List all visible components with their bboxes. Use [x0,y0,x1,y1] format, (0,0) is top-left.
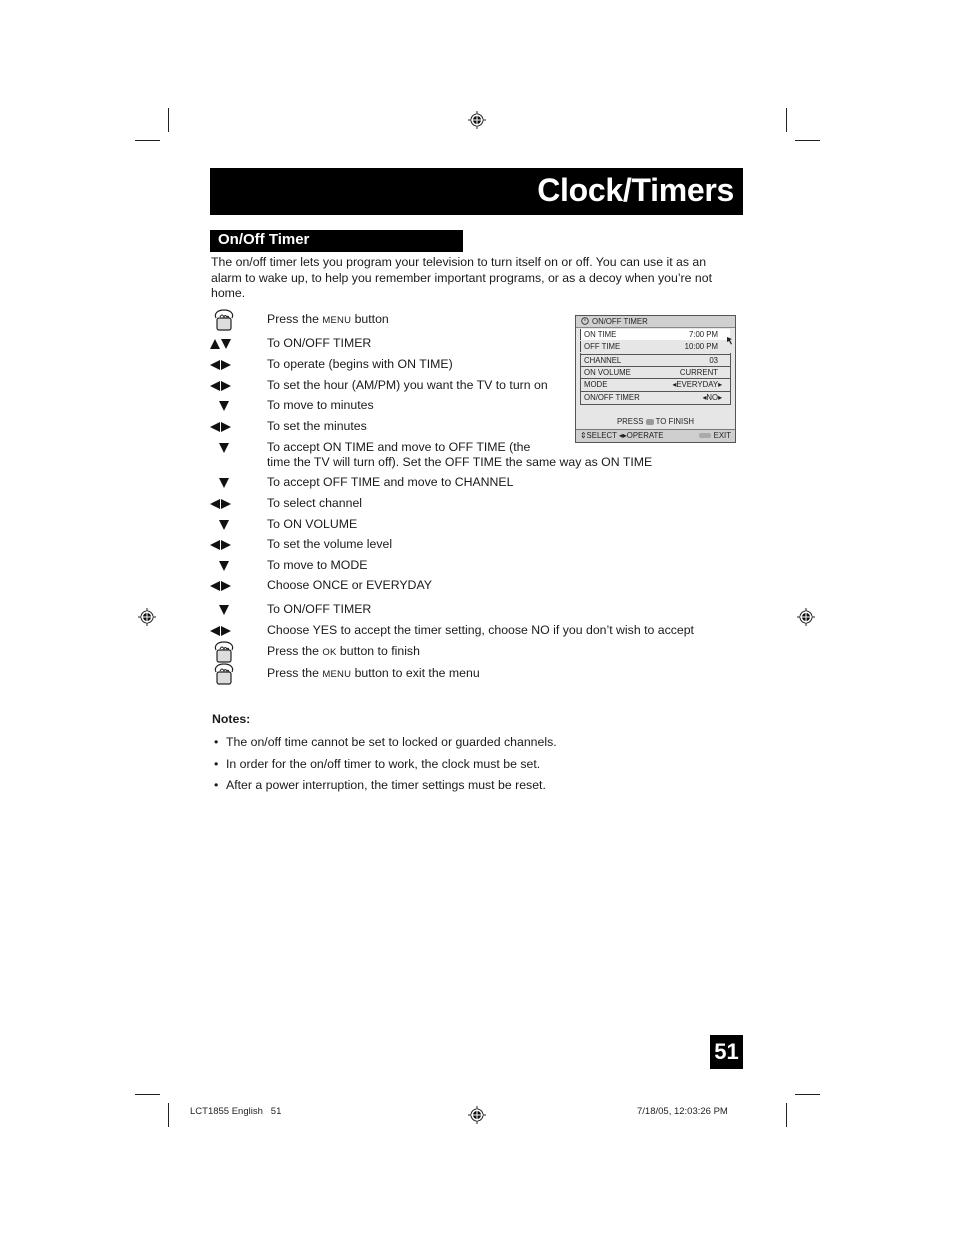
step-text: Choose ONCE or EVERYDAY [267,578,432,592]
osd-press-to-finish: PRESS TO FINISH [616,417,695,426]
osd-menu-screenshot [575,315,736,443]
page-title: Clock/Timers [537,172,734,208]
step-text: To ON VOLUME [267,517,358,531]
bullet-icon: • [214,757,219,771]
crop-mark [135,140,160,141]
down-arrow-icon [210,398,260,413]
step-text: To ON/OFF TIMER [267,602,372,616]
intro-paragraph: The on/off timer lets you program your television to turn itself on or off. You can use it as an alarm to wake up, to help you remember important programs, or as a decoy when you’re not home. [211,255,713,300]
note-item: • After a power interruption, the timer settings must be reset. [214,778,546,792]
bullet-icon: • [214,735,219,749]
left-right-arrows-icon: ◂▸ [618,431,627,440]
left-right-arrows-icon [210,378,260,393]
step-text: To set the volume level [267,537,393,551]
hand-press-icon [210,312,260,327]
step-text: To accept ON TIME and move to OFF TIME (the time the TV will turn off). Set the OFF TIME the same way as ON TIME [267,440,653,469]
section-title-bar [210,230,463,252]
osd-menu-title: ON/OFF TIMER [592,317,648,326]
up-down-arrows-icon: ⇕ [580,431,587,440]
osd-footer: ⇕SELECT ◂▸OPERATE EXIT [576,429,735,442]
osd-menu-row: CHANNEL 03 [580,354,731,366]
note-item: • In order for the on/off timer to work, the clock must be set. [214,757,541,771]
crop-mark [795,1094,820,1095]
up-down-arrows-icon [210,336,260,351]
step-text: To ON/OFF TIMER [267,336,372,350]
hand-press-icon [210,644,260,659]
crop-mark [786,108,787,132]
step-text: To operate (begins with ON TIME) [267,357,453,371]
left-arrow-icon: ◂ [702,392,707,402]
crop-mark [168,108,169,132]
crop-mark [786,1103,787,1127]
osd-menu-row: ON/OFF TIMER ◂NO▸ [580,391,731,403]
left-right-arrows-icon [210,357,260,372]
down-arrow-icon [210,517,260,532]
step-text: Choose YES to accept the timer setting, choose NO if you don’t wish to accept [267,623,694,637]
left-right-arrows-icon [210,578,260,593]
registration-mark-icon [138,608,156,626]
right-arrow-icon: ▸ [718,380,722,390]
osd-menu-row: ON VOLUME CURRENT [580,366,731,378]
ok-key-icon [646,419,654,425]
section-title: On/Off Timer [218,231,310,248]
crop-mark [795,140,820,141]
osd-menu-row: MODE ◂EVERYDAY▸ [580,378,731,390]
registration-mark-icon [797,608,815,626]
left-right-arrows-icon [210,537,260,552]
page-title-bar [210,168,743,215]
registration-mark-icon [468,1106,486,1124]
left-right-arrows-icon [210,419,260,434]
menu-key-icon [699,433,711,438]
footer-right: 7/18/05, 12:03:26 PM [637,1106,728,1117]
osd-menu-row: OFF TIME 10:00 PM [580,341,730,352]
notes-heading: Notes: [212,712,251,726]
cursor-icon [726,337,733,345]
step-text: To set the hour (AM/PM) you want the TV to turn on [267,378,548,392]
hand-press-icon [210,666,260,681]
left-right-arrows-icon [210,623,260,638]
step-text: Press the MENU button [267,312,389,326]
step-text: To set the minutes [267,419,367,433]
page-number: 51 [710,1035,743,1069]
registration-mark-icon [468,111,486,129]
down-arrow-icon [210,602,260,617]
bullet-icon: • [214,778,219,792]
crop-mark [135,1094,160,1095]
left-right-arrows-icon [210,496,260,511]
step-text: To select channel [267,496,363,510]
step-text: To move to minutes [267,398,374,412]
footer-left: LCT1855 English 51 [190,1106,282,1117]
osd-menu-header [576,316,735,328]
osd-menu-row: ON TIME 7:00 PM [580,329,730,340]
step-text: Press the MENU button to exit the menu [267,666,480,680]
down-arrow-icon [210,475,260,490]
clock-icon [581,317,589,325]
down-arrow-icon [210,440,260,455]
right-arrow-icon: ▸ [718,392,722,402]
step-text: To move to MODE [267,558,368,572]
note-item: • The on/off time cannot be set to locked or guarded channels. [214,735,557,749]
down-arrow-icon [210,558,260,573]
step-text: To accept OFF TIME and move to CHANNEL [267,475,514,489]
left-arrow-icon: ◂ [672,380,677,390]
step-text: Press the OK button to finish [267,644,420,658]
crop-mark [168,1103,169,1127]
